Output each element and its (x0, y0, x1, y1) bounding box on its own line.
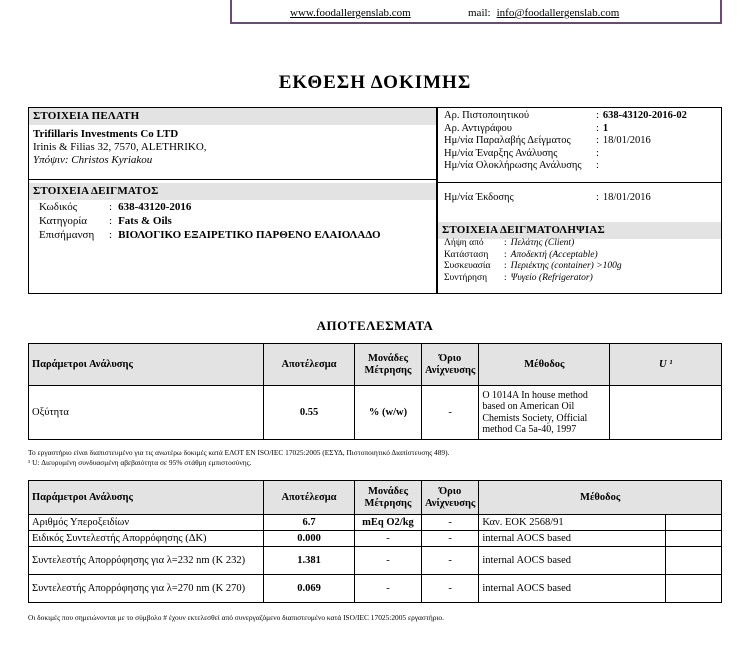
certificate-info-box (437, 107, 722, 294)
sample-label: Κατηγορία (39, 215, 88, 227)
sample-heading: ΣΤΟΙΧΕΙΑ ΔΕΙΓΜΑΤΟΣ (29, 183, 436, 200)
extra-cell (666, 531, 722, 547)
col-result: Αποτέλεσμα (264, 481, 355, 515)
client-contact: Υπόψιν: Christos Kyriakou (33, 154, 153, 166)
header-bar (230, 0, 722, 24)
method-cell: internal AOCS based (479, 547, 666, 575)
col-method: Μέθοδος (479, 481, 722, 515)
certificate-sep: : (596, 122, 599, 134)
result-cell: 6.7 (264, 515, 355, 531)
sample-sep: : (109, 201, 113, 213)
unit-cell: - (355, 547, 422, 575)
certificate-value (601, 148, 689, 161)
extra-cell (666, 515, 722, 531)
method-cell: Καν. ΕΟΚ 2568/91 (479, 515, 666, 531)
param-cell: Αριθμός Υπεροξειδίων (29, 515, 264, 531)
sample-table (33, 200, 384, 242)
sampling-label: Συντήρηση (444, 272, 488, 283)
sampling-heading: ΣΤΟΙΧΕΙΑ ΔΕΙΓΜΑΤΟΛΗΨΙΑΣ (438, 222, 721, 239)
client-company: Trifillaris Investments Co LTD (33, 128, 179, 140)
sample-sep: : (109, 215, 113, 227)
certificate-row (442, 135, 689, 148)
certificate-value: 1 (602, 122, 609, 134)
sampling-row (442, 261, 624, 273)
result-cell: 0.55 (264, 386, 355, 440)
sample-value: ΒΙΟΛΟΓΙΚΟ ΕΞΑΙΡΕΤΙΚΟ ΠΑΡΘΕΝΟ ΕΛΑΙΟΛΑΔΟ (118, 229, 381, 241)
unit-cell: - (355, 575, 422, 603)
unit-cell: % (w/w) (355, 386, 422, 440)
limit-cell: - (422, 531, 479, 547)
website-link[interactable]: www.foodallergenslab.com (290, 7, 411, 19)
subcontract-note: Οι δοκιμές που σημειώνονται με το σύμβολο # έχουν εκτελεσθεί από συνεργαζόμενο διαπιστευμένο κατά ISO/IEC 17025:2005 εργαστήριο. (28, 613, 444, 622)
results-title: ΑΠΟΤΕΛΕΣΜΑΤΑ (316, 318, 434, 333)
param-cell: Οξύτητα (29, 386, 264, 440)
report-title: ΕΚΘΕΣΗ ΔΟΚΙΜΗΣ (278, 72, 472, 93)
table-row (29, 575, 722, 603)
sampling-value: Αποδεκτή (Acceptable) (510, 249, 598, 260)
client-heading: ΣΤΟΙΧΕΙΑ ΠΕΛΑΤΗ (29, 108, 436, 125)
issue-date-row (442, 192, 653, 205)
sampling-row (442, 250, 624, 262)
extra-cell (666, 547, 722, 575)
col-limit: Όριο Ανίχνευσης (422, 481, 479, 515)
sampling-label: Κατάσταση (444, 249, 489, 260)
certificate-table (442, 110, 689, 173)
limit-cell: - (422, 386, 479, 440)
sampling-row (442, 238, 624, 250)
col-unit: Μονάδες Μέτρησης (355, 481, 422, 515)
sample-value: 638-43120-2016 (118, 201, 192, 213)
sample-value: Fats & Oils (118, 215, 172, 227)
sampling-sep: : (504, 238, 507, 248)
uncertainty-note: ¹ U: Διευρυμένη συνδυασμένη αβεβαιότητα σε 95% στάθμη εμπιστοσύνης. (28, 458, 252, 467)
param-cell: Συντελεστής Απορρόφησης για λ=232 nm (K 232) (29, 547, 264, 575)
col-limit: Όριο Ανίχνευσης (422, 344, 479, 386)
results-table-2 (28, 480, 722, 603)
certificate-label: Ημ/νία Παραλαβής Δείγματος (444, 135, 571, 146)
results-header-row (29, 344, 722, 386)
accreditation-note: Το εργαστήριο είναι διαπιστευμένο για τις ανωτέρω δοκιμές κατά ΕΛΟΤ ΕΝ ISO/IEC 17025:2005 (ΕΣΥΔ, Πιστοποιητικό Διαπίστευσης 489). (28, 448, 450, 457)
extra-cell (666, 575, 722, 603)
certificate-value (601, 160, 689, 173)
certificate-sep: : (596, 160, 599, 171)
certificate-value: 18/01/2016 (602, 135, 651, 146)
issue-date-table (442, 192, 653, 205)
client-address: Irinis & Filias 32, 7570, ALETHRIKO, (33, 141, 207, 153)
method-cell: O 1014A In house method based on American Oil Chemists Society, Official method Ca 5a-40, 1997 (479, 386, 610, 440)
certificate-value: 638-43120-2016-02 (602, 110, 687, 121)
sample-label: Κωδικός (39, 201, 78, 213)
sampling-label: Συσκευασία (444, 261, 491, 271)
unit-cell: - (355, 531, 422, 547)
result-cell: 0.000 (264, 531, 355, 547)
certificate-row (442, 110, 689, 123)
sample-label: Επισήμανση (39, 229, 95, 241)
col-parameter: Παράμετροι Ανάλυσης (29, 481, 264, 515)
sample-row (33, 200, 384, 214)
table-row (29, 515, 722, 531)
mail-link[interactable]: info@foodallergenslab.com (496, 7, 620, 19)
mail-label: mail: (468, 7, 491, 19)
sampling-sep: : (504, 261, 507, 271)
limit-cell: - (422, 515, 479, 531)
limit-cell: - (422, 575, 479, 603)
col-result: Αποτέλεσμα (264, 344, 355, 386)
sampling-value: Περιέκτης (container) >100g (510, 261, 622, 271)
certificate-label: Αρ. Πιστοποιητικού (444, 110, 530, 121)
results-header-row (29, 481, 722, 515)
col-parameter: Παράμετροι Ανάλυσης (29, 344, 264, 386)
sample-info-box (28, 180, 437, 294)
result-cell: 0.069 (264, 575, 355, 603)
result-cell: 1.381 (264, 547, 355, 575)
certificate-sep: : (596, 147, 599, 159)
certificate-label: Ημ/νία Ολοκλήρωσης Ανάλυσης (444, 160, 582, 171)
unit-cell: mEq O2/kg (355, 515, 422, 531)
certificate-sep: : (596, 110, 599, 121)
sampling-table (442, 238, 624, 284)
param-cell: Ειδικός Συντελεστής Απορρόφησης (ΔΚ) (29, 531, 264, 547)
certificate-row (442, 123, 689, 136)
param-cell: Συντελεστής Απορρόφησης για λ=270 nm (K 270) (29, 575, 264, 603)
certificate-label: Ημ/νία Έναρξης Ανάλυσης (444, 147, 558, 159)
table-row (29, 547, 722, 575)
sampling-value: Ψυγείο (Refrigerator) (510, 272, 593, 283)
certificate-row (442, 160, 689, 173)
method-cell: internal AOCS based (479, 531, 666, 547)
col-method: Μέθοδος (479, 344, 610, 386)
issue-date-value: 18/01/2016 (602, 192, 651, 203)
results-table-1 (28, 343, 722, 440)
sampling-sep: : (504, 272, 507, 283)
sample-sep: : (109, 229, 113, 241)
table-row (29, 531, 722, 547)
certificate-divider (438, 182, 721, 183)
issue-date-label: Ημ/νία Έκδοσης (444, 192, 514, 203)
certificate-row (442, 148, 689, 161)
col-unit: Μονάδες Μέτρησης (355, 344, 422, 386)
sampling-value: Πελάτης (Client) (510, 238, 575, 248)
issue-date-sep: : (596, 192, 599, 203)
sampling-sep: : (504, 249, 507, 260)
sample-row (33, 214, 384, 228)
certificate-label: Αρ. Αντιγράφου (444, 122, 512, 134)
uncertainty-cell (610, 386, 722, 440)
limit-cell: - (422, 547, 479, 575)
client-info-box (28, 107, 437, 180)
table-row (29, 386, 722, 440)
mail-block (468, 7, 619, 19)
method-cell: internal AOCS based (479, 575, 666, 603)
sampling-row (442, 273, 624, 285)
col-uncertainty: U ¹ (610, 344, 722, 386)
certificate-sep: : (596, 135, 599, 146)
sample-row (33, 228, 384, 242)
sampling-label: Λήψη από (444, 238, 484, 248)
